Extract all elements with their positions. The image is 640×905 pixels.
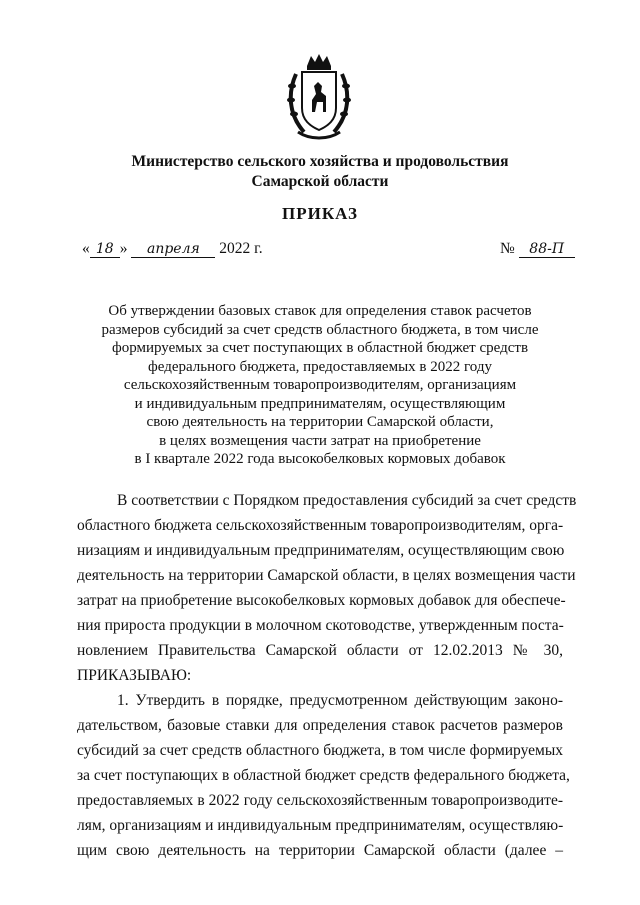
handwritten-number: 88-П [519, 241, 575, 258]
body-line: областного бюджета сельскохозяйственным товаропроизводителям, орга- [77, 517, 564, 534]
order-subject [60, 302, 580, 469]
ministry-line: Министерство сельского хозяйства и продовольствия [131, 153, 509, 170]
body-line: 1. Утвердить в порядке, предусмотренном действующим законо- [117, 692, 563, 709]
quote-open: « [82, 240, 90, 257]
order-body [77, 488, 577, 863]
subject-line: формируемых за счет поступающих в областной бюджет средств [111, 340, 529, 356]
document-type: ПРИКАЗ [282, 204, 358, 223]
body-line: субсидий за счет средств областного бюджета, в том числе формируемых [77, 742, 563, 759]
body-line-order-word: ПРИКАЗЫВАЮ: [77, 667, 192, 684]
body-line: предоставляемых в 2022 году сельскохозяйственным товаропроизводите- [77, 792, 563, 809]
body-line: дательством, базовые ставки для определения ставок расчетов размеров [77, 717, 563, 734]
subject-line: Об утверждении базовых ставок для определения ставок расчетов [108, 303, 532, 319]
body-line: за счет поступающих в областной бюджет средств федерального бюджета, [77, 767, 570, 784]
order-date [82, 240, 263, 258]
coat-of-arms-icon [284, 52, 354, 142]
body-line: новлением Правительства Самарской области от 12.02.2013 № 30, [77, 642, 563, 659]
handwritten-day: 18 [90, 241, 120, 258]
body-line: щим свою деятельность на территории Самарской области (далее – [77, 842, 563, 859]
subject-line: в целях возмещения части затрат на приобретение [159, 432, 481, 449]
subject-line: размеров субсидий за счет средств областного бюджета, в том числе [101, 321, 539, 338]
order-number [500, 240, 575, 258]
body-line: ния прироста продукции в молочном скотоводстве, утвержденным поста- [77, 617, 564, 634]
body-line: деятельность на территории Самарской области, в целях возмещения части [77, 567, 576, 584]
subject-line: сельскохозяйственным товаропроизводителям, организациям [123, 377, 517, 393]
ministry-name [0, 152, 640, 192]
body-line: затрат на приобретение высокобелковых кормовых добавок для обеспече- [77, 592, 566, 609]
body-line: В соответствии с Порядком предоставления субсидий за счет средств [117, 492, 577, 509]
quote-close: » [119, 240, 128, 257]
number-label: № [500, 240, 515, 257]
subject-line: федерального бюджета, предоставляемых в 2022 году [148, 358, 492, 375]
body-line: лям, организациям и индивидуальным предпринимателям, осуществляю- [77, 817, 564, 834]
subject-line: и индивидуальным предпринимателям, осуществляющим [134, 395, 506, 412]
subject-line: свою деятельность на территории Самарской области, [146, 414, 494, 430]
handwritten-month: апреля [131, 241, 215, 258]
order-year: 2022 г. [219, 240, 263, 257]
ministry-line: Самарской области [251, 173, 389, 190]
subject-line: в I квартале 2022 года высокобелковых кормовых добавок [134, 451, 506, 467]
body-line: низациям и индивидуальным предпринимателям, осуществляющим свою [77, 542, 565, 559]
